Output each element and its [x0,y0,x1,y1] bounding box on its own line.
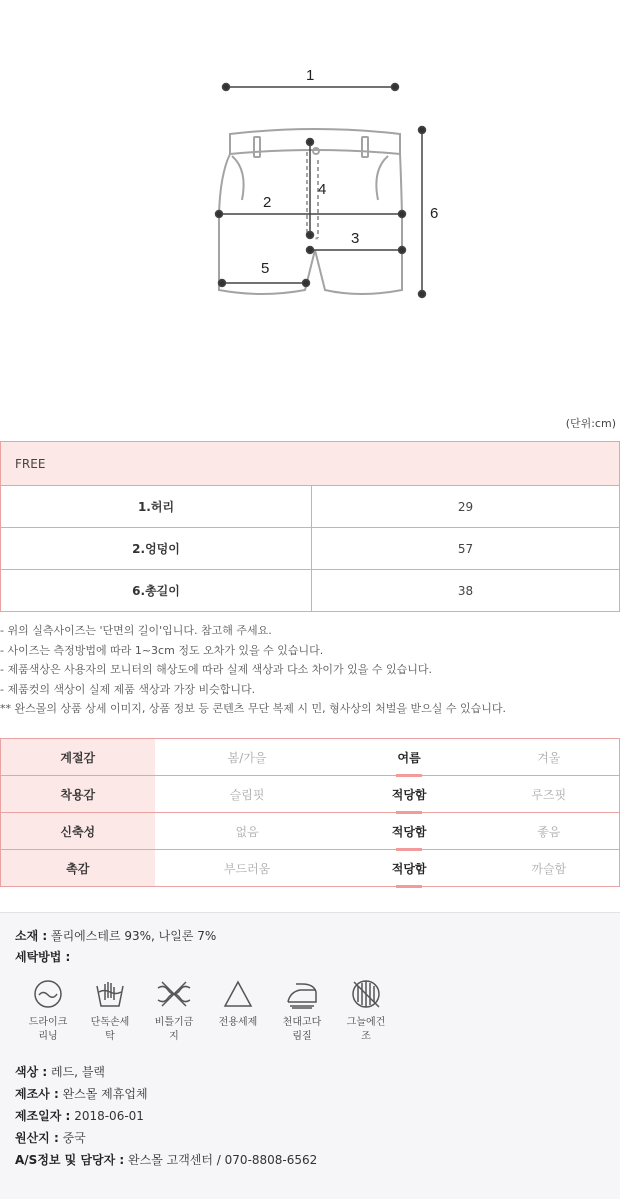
origin-value: 중국 [62,1131,86,1145]
no-tumble-dry-icon [349,978,383,1010]
feel-option: 봄/가을 [155,739,340,776]
product-info-panel [0,912,620,1199]
color-value: 레드, 블랙 [51,1065,105,1079]
no-wring-item [148,978,200,1044]
care-label: 드라이크 리닝 [28,1017,68,1042]
iron-cloth-icon [284,978,320,1010]
care-label: 전용세제 [218,1017,258,1028]
size-table-header: FREE [1,442,620,486]
origin-row [15,1129,86,1146]
date-label: 제조일자 : [15,1109,71,1123]
note-line: ** 완스몰의 상품 상세 이미지, 상품 정보 등 콘텐츠 무단 복제 시 민, 형사상의 처벌을 받으실 수 있습니다. [0,702,506,715]
size-notes [0,621,620,719]
measure-label-3: 3 [351,230,360,247]
table-row [1,528,620,570]
note-line: - 위의 실측사이즈는 '단면의 길이'입니다. 참고해 주세요. [0,624,272,637]
no-wring-icon [156,978,192,1010]
care-label: 비틀기금 지 [154,1017,194,1042]
note-line: - 제품컷의 색상이 실제 제품 색상과 가장 비슷합니다. [0,682,256,696]
feel-option: 까슬함 [479,850,620,887]
maker-value: 완스몰 제휴업체 [62,1087,148,1101]
dry-clean-item [22,978,74,1044]
as-label: A/S정보 및 담당자 : [15,1153,125,1167]
wash-row [15,948,70,965]
neutral-detergent-item [212,978,264,1030]
as-row [15,1151,317,1168]
feel-option-selected: 적당함 [340,813,479,850]
care-label: 단독손세 탁 [90,1017,130,1042]
size-label: 6.총길이 [1,570,312,612]
material-label: 소재 : [15,929,48,943]
feel-category: 촉감 [1,850,155,887]
material-value: 폴리에스테르 93%, 나일론 7% [51,929,217,943]
hand-wash-icon [94,978,126,1010]
feel-category: 계절감 [1,739,155,776]
measure-label-6: 6 [430,205,439,222]
no-tumble-dry-item [340,978,392,1044]
measure-label-4: 4 [318,181,327,198]
dry-clean-icon [32,978,64,1010]
feel-option: 좋음 [479,813,620,850]
as-value: 완스몰 고객센터 / 070-8808-6562 [128,1153,318,1167]
date-row [15,1107,144,1124]
measure-label-1: 1 [306,67,315,84]
table-row [1,850,620,887]
care-label: 천대고다 림질 [282,1017,322,1042]
iron-cloth-item [276,978,328,1044]
maker-label: 제조사 : [15,1087,59,1101]
feel-option-selected: 여름 [340,739,479,776]
feel-option: 슬림핏 [155,776,340,813]
color-label: 색상 : [15,1065,48,1079]
date-value: 2018-06-01 [74,1109,144,1123]
feel-category: 착용감 [1,776,155,813]
table-row [1,813,620,850]
size-label: 2.엉덩이 [1,528,312,570]
care-icons [22,978,402,1048]
size-value: 29 [312,486,620,528]
feel-option: 루즈핏 [479,776,620,813]
origin-label: 원산지 : [15,1131,59,1145]
care-label: 그늘에건 조 [346,1017,386,1042]
feel-option-selected: 적당함 [340,850,479,887]
feel-option-selected: 적당함 [340,776,479,813]
size-table [0,441,620,612]
shorts-measurement-diagram [0,0,620,400]
size-value: 57 [312,528,620,570]
size-label: 1.허리 [1,486,312,528]
measure-label-2: 2 [263,194,272,211]
color-row [15,1063,105,1080]
measure-label-5: 5 [261,260,270,277]
table-row [1,776,620,813]
feel-option: 부드러움 [155,850,340,887]
note-line: - 제품색상은 사용자의 모니터의 해상도에 따라 실제 색상과 다소 차이가 있을 수 있습니다. [0,663,432,676]
material-row [15,927,216,944]
fit-feel-table [0,738,620,887]
size-value: 38 [312,570,620,612]
table-row [1,739,620,776]
neutral-detergent-icon [222,978,254,1010]
hand-wash-item [84,978,136,1044]
feel-option: 겨울 [479,739,620,776]
wash-label: 세탁방법 : [15,950,71,964]
unit-label: (단위:cm) [565,417,616,430]
feel-option: 없음 [155,813,340,850]
feel-category: 신축성 [1,813,155,850]
maker-row [15,1085,148,1102]
note-line: - 사이즈는 측정방법에 따라 1~3cm 정도 오차가 있을 수 있습니다. [0,643,324,657]
table-row [1,570,620,612]
table-row [1,486,620,528]
